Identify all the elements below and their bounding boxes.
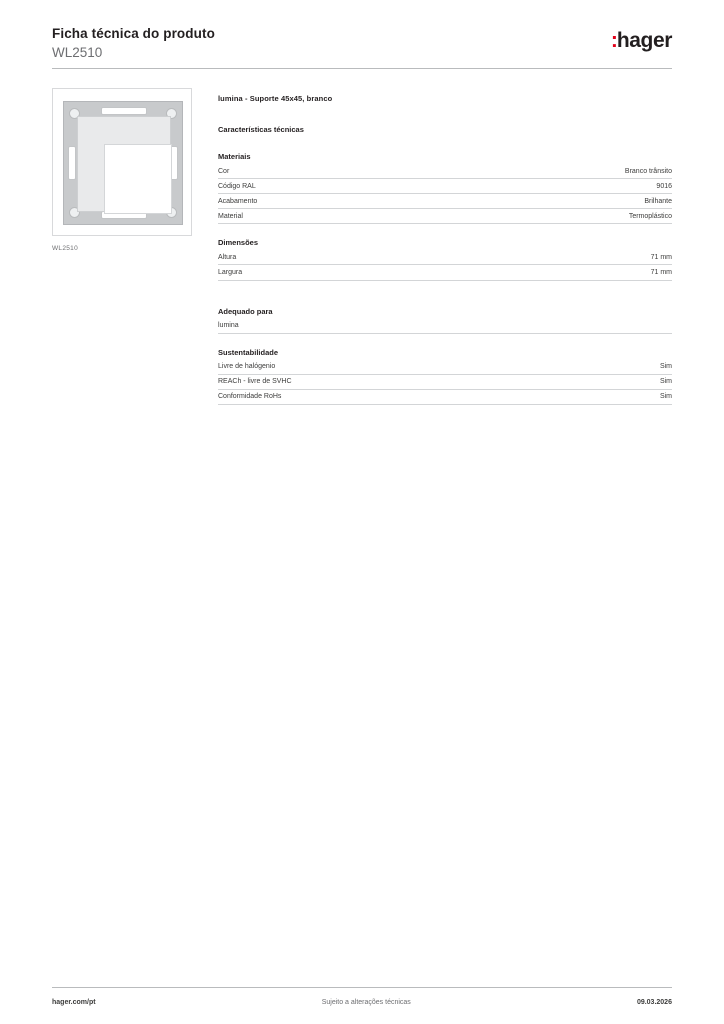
spec-group-sustentabilidade [218, 348, 672, 405]
table-row [218, 164, 672, 179]
row-value: Sim [659, 393, 672, 401]
frame-slot-top [101, 107, 147, 115]
row-label: Cor [218, 167, 230, 175]
frame-inner-ring [77, 116, 171, 212]
row-label: REACh - livre de SVHC [218, 378, 292, 386]
table-row [218, 265, 672, 280]
table-row [218, 250, 672, 265]
spec-group-materiais [218, 152, 672, 224]
row-label: Altura [218, 253, 237, 261]
row-value: 9016 [656, 182, 672, 190]
product-name: lumina - Suporte 45x45, branco [218, 94, 333, 103]
row-value: 71 mm [650, 253, 672, 261]
group-title: Adequado para [218, 306, 273, 316]
header-titles [52, 24, 215, 61]
table-row [218, 319, 672, 334]
group-title: Materiais [218, 152, 251, 161]
table-row [218, 375, 672, 390]
row-label: Material [218, 212, 243, 220]
group-title: Dimensões [218, 238, 259, 248]
page-title: Ficha técnica do produto [52, 26, 215, 41]
mounting-frame-graphic [63, 101, 183, 225]
frame-slot-left [68, 146, 76, 180]
technical-characteristics-heading: Características técnicas [218, 125, 304, 134]
row-value: Termoplástico [628, 212, 672, 220]
row-value: Sim [659, 363, 672, 371]
frame-aperture [104, 144, 172, 214]
row-label: Largura [218, 268, 243, 276]
table-row [218, 179, 672, 194]
footer-divider [52, 987, 672, 988]
page-header [52, 24, 672, 61]
product-image [52, 88, 192, 236]
logo-colon-mark: : [610, 29, 617, 52]
footer-date: 09.03.2026 [636, 999, 672, 1006]
group-title: Sustentabilidade [218, 347, 279, 357]
hager-logo [611, 24, 672, 51]
page-footer [52, 999, 672, 1006]
row-label: Código RAL [218, 182, 256, 190]
spec-group-dimensoes [218, 238, 672, 280]
row-label: Livre de halógenio [218, 363, 276, 371]
row-label: Conformidade RoHs [218, 393, 282, 401]
row-label: Acabamento [218, 197, 258, 205]
specifications [218, 94, 672, 419]
row-value: Sim [659, 378, 672, 386]
footer-website-link[interactable]: hager.com/pt [52, 999, 96, 1006]
product-image-caption: WL2510 [52, 245, 79, 252]
row-value: Branco trânsito [624, 167, 672, 175]
page-subtitle: WL2510 [52, 44, 103, 60]
header-divider [52, 68, 672, 69]
logo-wordmark: hager [616, 29, 672, 52]
row-label: lumina [218, 322, 239, 330]
table-row [218, 194, 672, 209]
footer-disclaimer: Sujeito a alterações técnicas [321, 999, 411, 1006]
table-row [218, 390, 672, 405]
spec-group-adequado-para [218, 307, 672, 334]
row-value: Brilhante [644, 197, 672, 205]
product-image-block [52, 88, 192, 252]
table-row [218, 360, 672, 375]
table-row [218, 209, 672, 224]
row-value: 71 mm [650, 268, 672, 276]
